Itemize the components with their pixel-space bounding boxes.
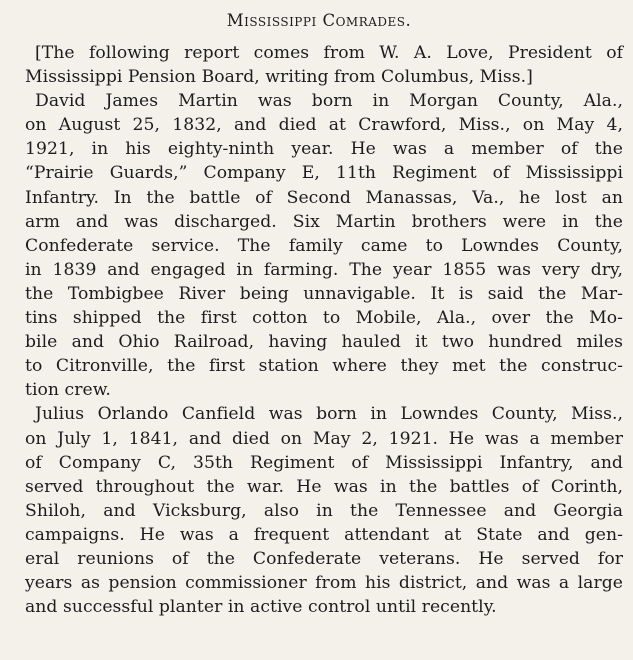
martin-line: to Citronville, the first station where they met the construc- <box>25 356 623 377</box>
martin-line: “Prairie Guards,” Company E, 11th Regiment of Mississippi <box>25 163 623 184</box>
martin-line: tion crew. <box>25 380 111 401</box>
martin-paragraph <box>15 89 623 402</box>
martin-line: in 1839 and engaged in farming. The year 1855 was very dry, <box>25 259 623 280</box>
martin-line: tins shipped the first cotton to Mobile, Ala., over the Mo- <box>25 308 623 329</box>
canfield-line: Julius Orlando Canfield was born in Lowndes County, Miss., <box>35 404 623 425</box>
canfield-paragraph <box>15 402 623 619</box>
martin-line: bile and Ohio Railroad, having hauled it two hundred miles <box>25 332 623 353</box>
canfield-line: years as pension commissioner from his district, and was a large <box>25 573 623 594</box>
martin-line: arm and was discharged. Six Martin brothers were in the <box>25 211 623 232</box>
canfield-line: campaigns. He was a frequent attendant at State and gen- <box>25 524 623 545</box>
article-title: Mississippi Comrades. <box>226 11 412 30</box>
martin-line: David James Martin was born in Morgan County, Ala., <box>35 91 623 112</box>
canfield-line: Shiloh, and Vicksburg, also in the Tennessee and Georgia <box>25 500 623 521</box>
martin-line: on August 25, 1832, and died at Crawford, Miss., on May 4, <box>25 115 623 136</box>
canfield-line: eral reunions of the Confederate veterans. He served for <box>25 548 623 569</box>
intro-paragraph <box>15 41 623 89</box>
intro-line: Mississippi Pension Board, writing from Columbus, Miss.] <box>25 67 533 88</box>
canfield-line: and successful planter in active control until recently. <box>25 597 497 618</box>
canfield-line: of Company C, 35th Regiment of Mississippi Infantry, and <box>25 452 623 473</box>
canfield-line: served throughout the war. He was in the battles of Corinth, <box>25 476 623 497</box>
martin-line: Infantry. In the battle of Second Manassas, Va., he lost an <box>25 187 623 208</box>
martin-line: 1921, in his eighty-ninth year. He was a member of the <box>25 139 623 160</box>
canfield-line: on July 1, 1841, and died on May 2, 1921. He was a member <box>25 428 623 449</box>
martin-line: the Tombigbee River being unnavigable. It is said the Mar- <box>25 283 623 304</box>
martin-line: Confederate service. The family came to Lowndes County, <box>25 235 623 256</box>
intro-line: [The following report comes from W. A. Love, President of <box>35 43 623 63</box>
